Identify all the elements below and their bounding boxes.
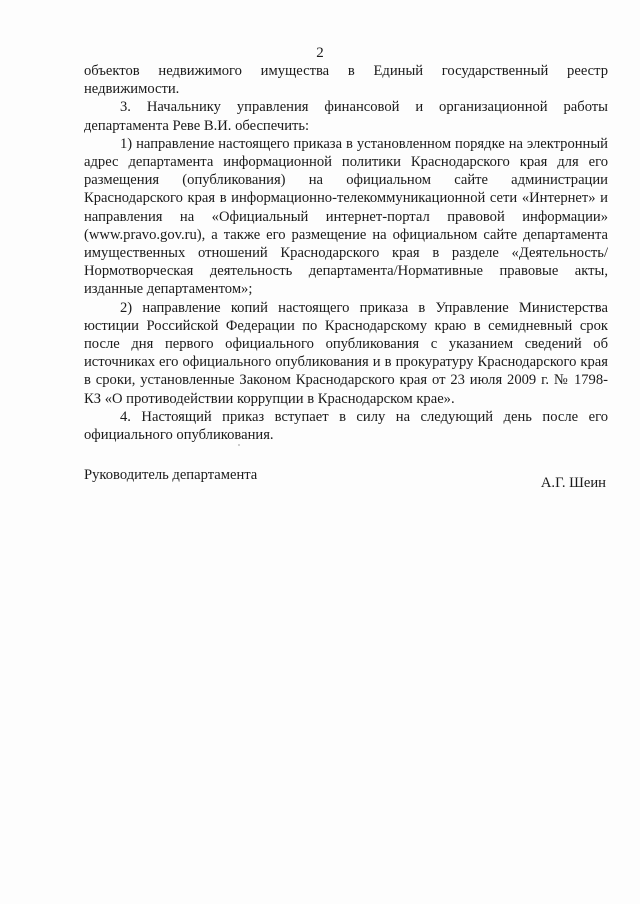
paragraph-subitem-1: 1) направление настоящего приказа в установленном порядке на электронный адрес департамента информационной политики Краснодарского края для его размещения (опубликования) на официальном сайте администрации Краснодарского края в информационно-телекоммуникационной сети «Интернет» и направления на «Официальный интернет-портал правовой информации» (www.pravo.gov.ru), а также его размещение на официальном сайте департамента имущественных отношений Краснодарского края в разделе «Деятельность/Нормотворческая деятельность департамента/Нормативные правовые акты, изданные департаментом»; [84,135,608,298]
signatory-name: А.Г. Шеин [540,475,606,491]
page-number: 2 [316,45,324,61]
document-body [84,62,608,444]
signatory-role: Руководитель департамента [84,467,258,483]
paragraph-item-3: 3. Начальнику управления финансовой и организационной работы департамента Реве В.И. обеспечить: [84,99,608,134]
paragraph-subitem-2: 2) направление копий настоящего приказа в Управление Министерства юстиции Российской Федерации по Краснодарскому краю в семидневный срок после дня первого официального опубликования с указанием сведений об источниках его официального опубликования и в прокуратуру Краснодарского края в сроки, установленные Законом Краснодарского края от 23 июля 2009 г. № 1798-КЗ «О противодействии коррупции в Краснодарском крае». [84,299,608,407]
scan-speck [238,444,240,446]
paragraph-item-4: 4. Настоящий приказ вступает в силу на следующий день после его официального опубликования. [84,408,608,444]
paragraph-continuation: объектов недвижимого имущества в Единый государственный реестр недвижимости. [84,63,608,98]
